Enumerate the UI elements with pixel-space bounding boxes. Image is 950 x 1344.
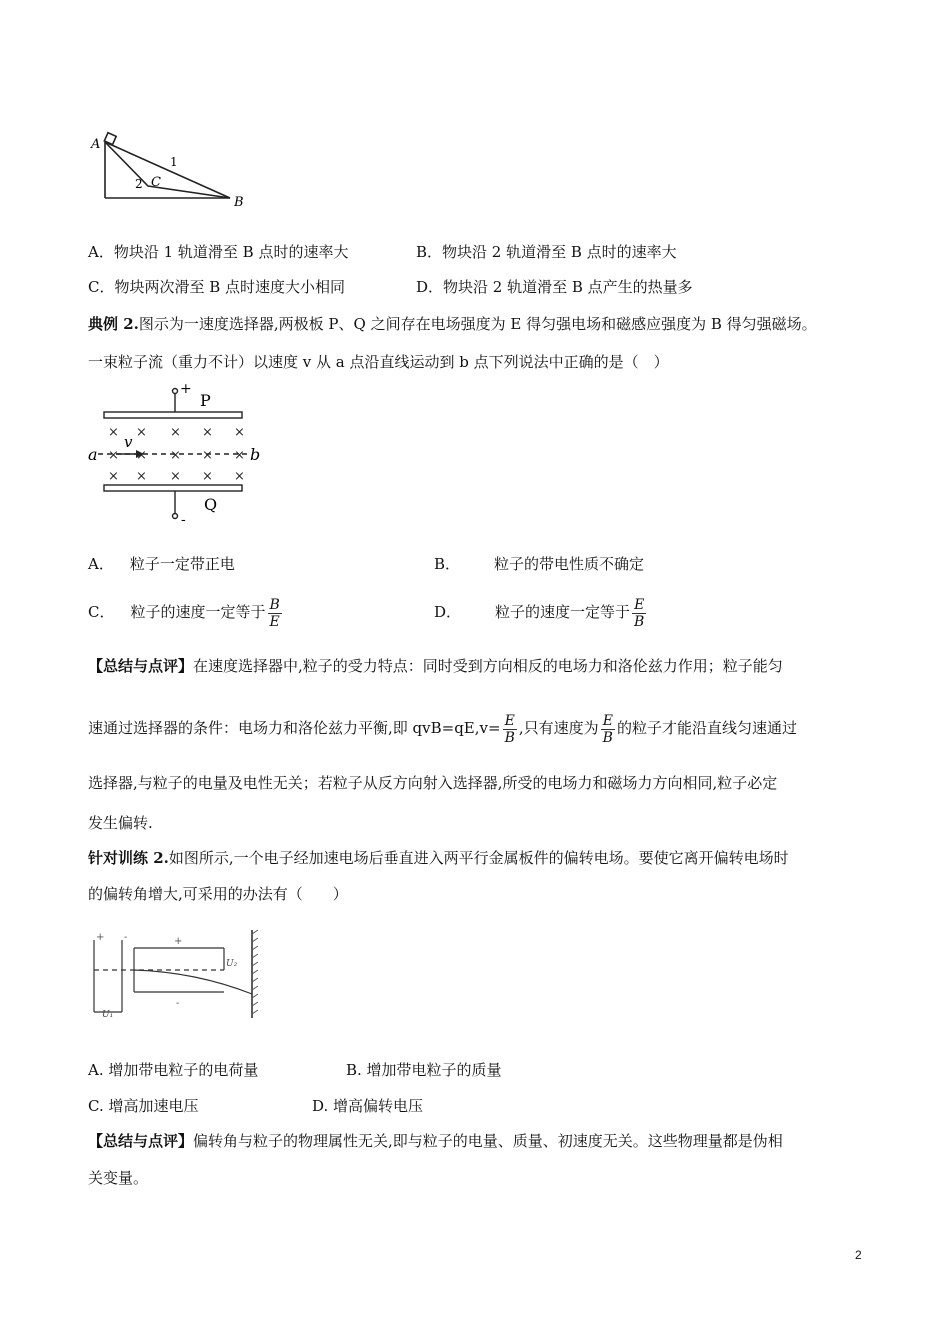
- svg-text:×: ×: [136, 469, 147, 484]
- svg-text:×: ×: [234, 448, 245, 463]
- training2-title: 针对训练 2.: [88, 849, 169, 867]
- example2-line1: [88, 314, 817, 334]
- summary2-label: 【总结与点评】: [88, 1132, 194, 1150]
- svg-text:×: ×: [234, 469, 245, 484]
- q1-option-d: D．物块沿 2 轨道滑至 B 点产生的热量多: [416, 278, 693, 296]
- svg-text:×: ×: [202, 469, 213, 484]
- fraction-e-over-b: $\frac{E}{B}$: [634, 596, 645, 630]
- q3-option-d: D. 增高偏转电压: [312, 1097, 424, 1115]
- fraction-e-over-b-2: $\frac{E}{B}$: [602, 712, 613, 746]
- svg-text:×: ×: [108, 448, 119, 463]
- point-a-label: a: [88, 445, 98, 464]
- plus-terminal: +: [180, 381, 192, 397]
- q2-option-d: D． 粒子的速度一定等于 $\frac{E}{B}$: [434, 596, 645, 630]
- q1-option-b: B．物块沿 2 轨道滑至 B 点时的速率大: [416, 243, 677, 261]
- summary1-line4: 发生偏转.: [88, 814, 153, 832]
- svg-text:×: ×: [170, 469, 181, 484]
- point-b-label: b: [250, 445, 261, 464]
- svg-text:×: ×: [170, 448, 181, 463]
- training2-line1: 针对训练 2.如图所示,一个电子经加速电场后垂直进入两平行金属板件的偏转电场。要使它离开偏转电场时: [88, 849, 789, 867]
- voltage-u1: U₁: [102, 1010, 114, 1020]
- svg-text:×: ×: [108, 425, 119, 440]
- example2-line2: 一束粒子流（重力不计）以速度 v 从 a 点沿直线运动到 b 点下列说法中正确的是（ ）: [88, 353, 669, 371]
- q2-option-c: C． 粒子的速度一定等于 $\frac{B}{E}$: [88, 596, 280, 630]
- fraction-e-over-b-1: $\frac{E}{B}$: [504, 712, 515, 746]
- summary2-line1: 【总结与点评】偏转角与粒子的物理属性无关,即与粒子的电量、质量、初速度无关。这些物理量都是伪相: [88, 1132, 783, 1150]
- voltage-u2: U₂: [226, 959, 238, 969]
- svg-text:×: ×: [170, 425, 181, 440]
- training2-line2: 的偏转角增大,可采用的办法有（ ）: [88, 885, 348, 903]
- summary1-label: 【总结与点评】: [88, 657, 194, 675]
- screen-hatching: [252, 930, 258, 1014]
- summary1-line2: 速通过选择器的条件：电场力和洛伦兹力平衡,即 qvB=qE,v= $\frac{E}{B}$ ,只有速度为 $\frac{E}{B}$ 的粒子才能沿直线匀速通过: [88, 712, 797, 746]
- svg-text:×: ×: [136, 448, 147, 463]
- q1-option-c: C．物块两次滑至 B 点时速度大小相同: [88, 278, 346, 296]
- svg-text:×: ×: [234, 425, 245, 440]
- q1-option-a: A．物块沿 1 轨道滑至 B 点时的速率大: [88, 243, 349, 261]
- svg-text:×: ×: [202, 448, 213, 463]
- velocity-selector-figure: [86, 380, 276, 528]
- label-C: C: [151, 175, 161, 190]
- page-number: 2: [855, 1248, 862, 1262]
- incline-figure: [88, 128, 258, 213]
- q3-option-b: B. 增加带电粒子的质量: [346, 1061, 502, 1079]
- plate-q-label: Q: [204, 495, 218, 514]
- velocity-label: v: [124, 433, 133, 451]
- accel-minus: -: [124, 932, 128, 943]
- q3-option-a: A. 增加带电粒子的电荷量: [88, 1061, 259, 1079]
- example2-title: 典例 2.: [88, 315, 139, 333]
- minus-terminal: -: [181, 512, 186, 528]
- q2-option-a: A． 粒子一定带正电: [88, 555, 235, 573]
- svg-text:×: ×: [136, 425, 147, 440]
- fraction-b-over-e: $\frac{B}{E}$: [269, 596, 280, 630]
- svg-text:×: ×: [202, 425, 213, 440]
- label-track-1: 1: [170, 155, 178, 169]
- summary2-line2: 关变量。: [88, 1169, 149, 1187]
- example2-text1: 图示为一速度选择器,两极板 P、Q 之间存在电场强度为 E 得匀强电场和磁感应强度为 B 得匀强磁场。: [138, 315, 817, 333]
- label-B: B: [234, 195, 244, 210]
- svg-text:×: ×: [108, 469, 119, 484]
- label-track-2: 2: [135, 177, 143, 191]
- deflection-field-figure: [86, 928, 268, 1022]
- q2-option-b: B． 粒子的带电性质不确定: [434, 555, 645, 573]
- accel-plus: +: [96, 932, 105, 943]
- deflect-minus: -: [176, 998, 180, 1009]
- summary1-line3: 选择器,与粒子的电量及电性无关；若粒子从反方向射入选择器,所受的电场力和磁场力方向相同,粒子必定: [88, 774, 778, 792]
- plate-p-label: P: [200, 391, 211, 410]
- deflect-plus: +: [174, 936, 183, 947]
- label-A: A: [91, 137, 101, 152]
- q3-option-c: C. 增高加速电压: [88, 1097, 199, 1115]
- summary1-line1: 【总结与点评】在速度选择器中,粒子的受力特点：同时受到方向相反的电场力和洛伦兹力作用；粒子能匀: [88, 657, 783, 675]
